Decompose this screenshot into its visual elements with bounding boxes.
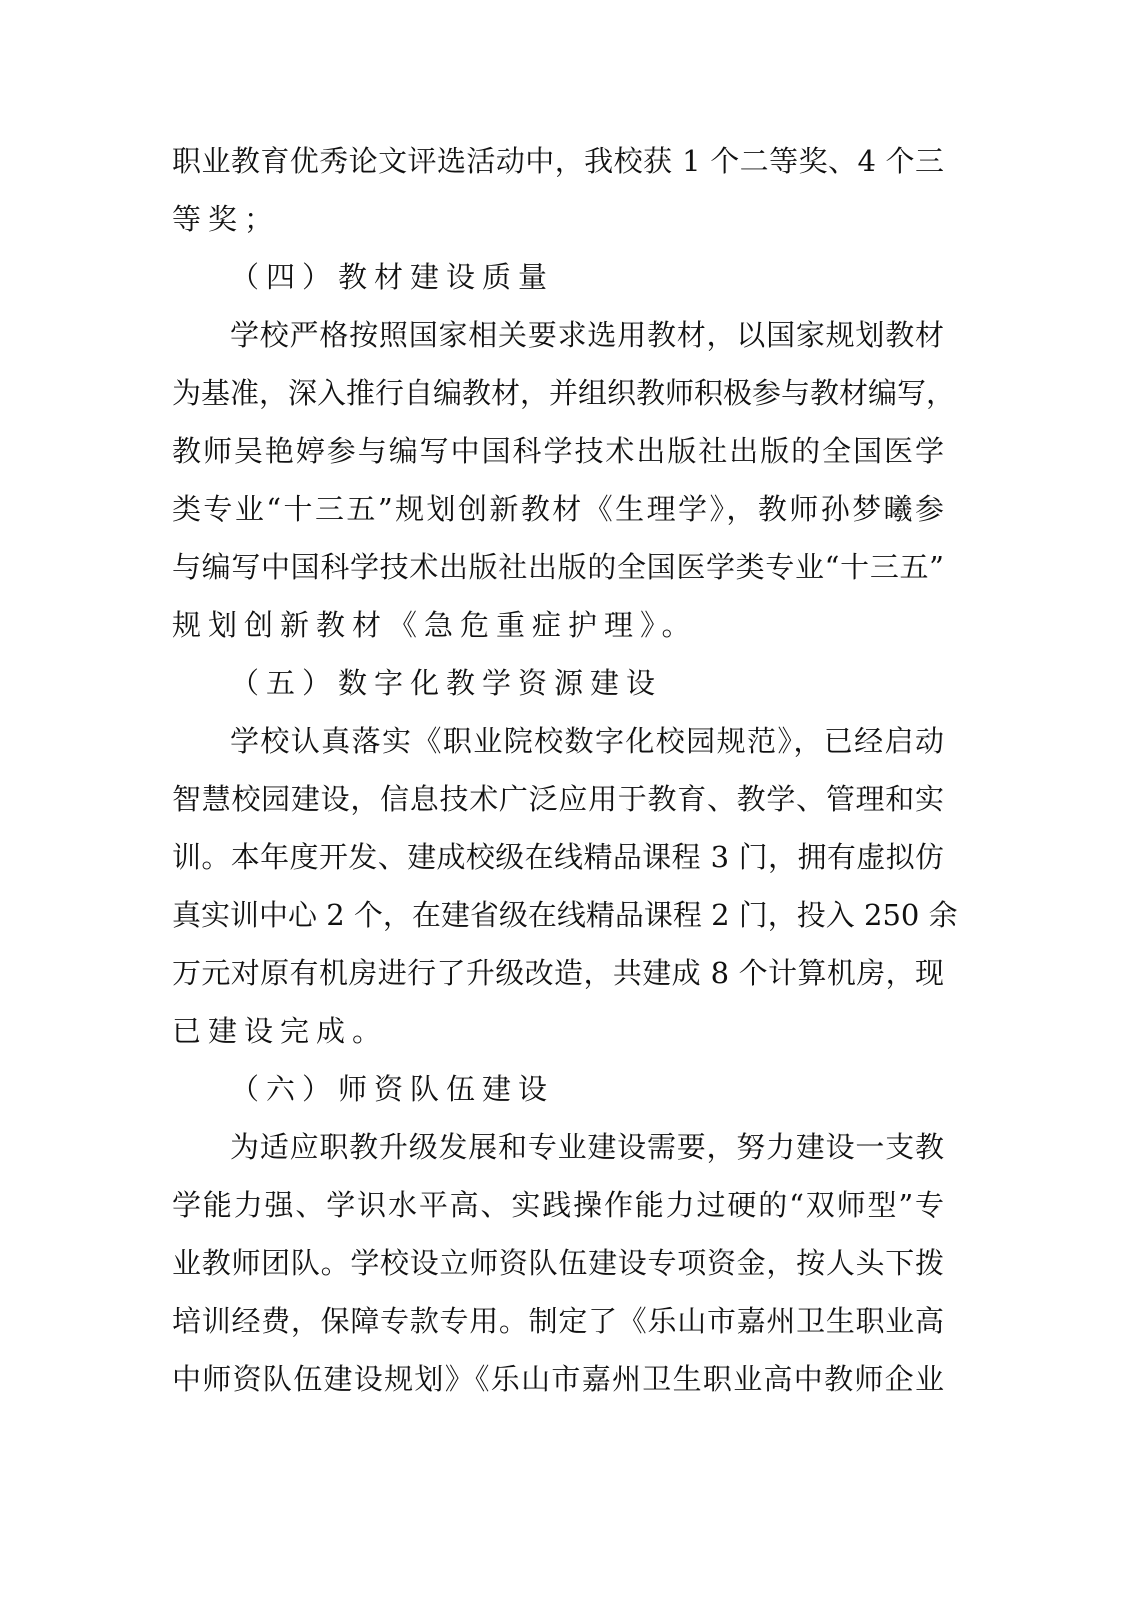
paragraph-line: 等奖；: [172, 202, 281, 236]
paragraph-line: 智慧校园建设，信息技术广泛应用于教育、教学、管理和实: [172, 782, 944, 816]
paragraph-line: 训。本年度开发、建成校级在线精品课程 3 门，拥有虚拟仿: [172, 840, 944, 874]
paragraph-line: 学校严格按照国家相关要求选用教材，以国家规划教材: [230, 318, 944, 352]
paragraph-line: 真实训中心 2 个，在建省级在线精品课程 2 门，投入 250 余: [172, 898, 958, 932]
paragraph-line: 职业教育优秀论文评选活动中，我校获 1 个二等奖、4 个三: [172, 144, 944, 178]
body-text: [172, 132, 958, 1408]
paragraph-line: 类专业“十三五”规划创新教材《生理学》，教师孙梦曦参: [172, 492, 944, 526]
paragraph-line: 教师吴艳婷参与编写中国科学技术出版社出版的全国医学: [172, 434, 944, 468]
section-heading-4: （四）教材建设质量: [230, 260, 555, 294]
paragraph-line: 培训经费，保障专款专用。制定了《乐山市嘉州卫生职业高: [172, 1304, 944, 1338]
paragraph-line: 业教师团队。学校设立师资队伍建设专项资金，按人头下拨: [172, 1246, 944, 1280]
paragraph-line: 万元对原有机房进行了升级改造，共建成 8 个计算机房，现: [172, 956, 944, 990]
paragraph-line: 中师资队伍建设规划》《乐山市嘉州卫生职业高中教师企业: [172, 1362, 944, 1396]
paragraph-line: 已建设完成。: [172, 1014, 389, 1048]
paragraph-line: 学能力强、学识水平高、实践操作能力过硬的“双师型”专: [172, 1188, 944, 1222]
paragraph-line: 为基准，深入推行自编教材，并组织教师积极参与教材编写，: [172, 376, 956, 410]
paragraph-line: 学校认真落实《职业院校数字化校园规范》，已经启动: [230, 724, 944, 758]
paragraph-line: 规划创新教材《急危重症护理》。: [172, 608, 698, 642]
section-heading-5: （五）数字化教学资源建设: [230, 666, 663, 700]
paragraph-line: 为适应职教升级发展和专业建设需要，努力建设一支教: [230, 1130, 944, 1164]
section-heading-6: （六）师资队伍建设: [230, 1072, 555, 1106]
paragraph-line: 与编写中国科学技术出版社出版的全国医学类专业“十三五”: [172, 550, 944, 584]
